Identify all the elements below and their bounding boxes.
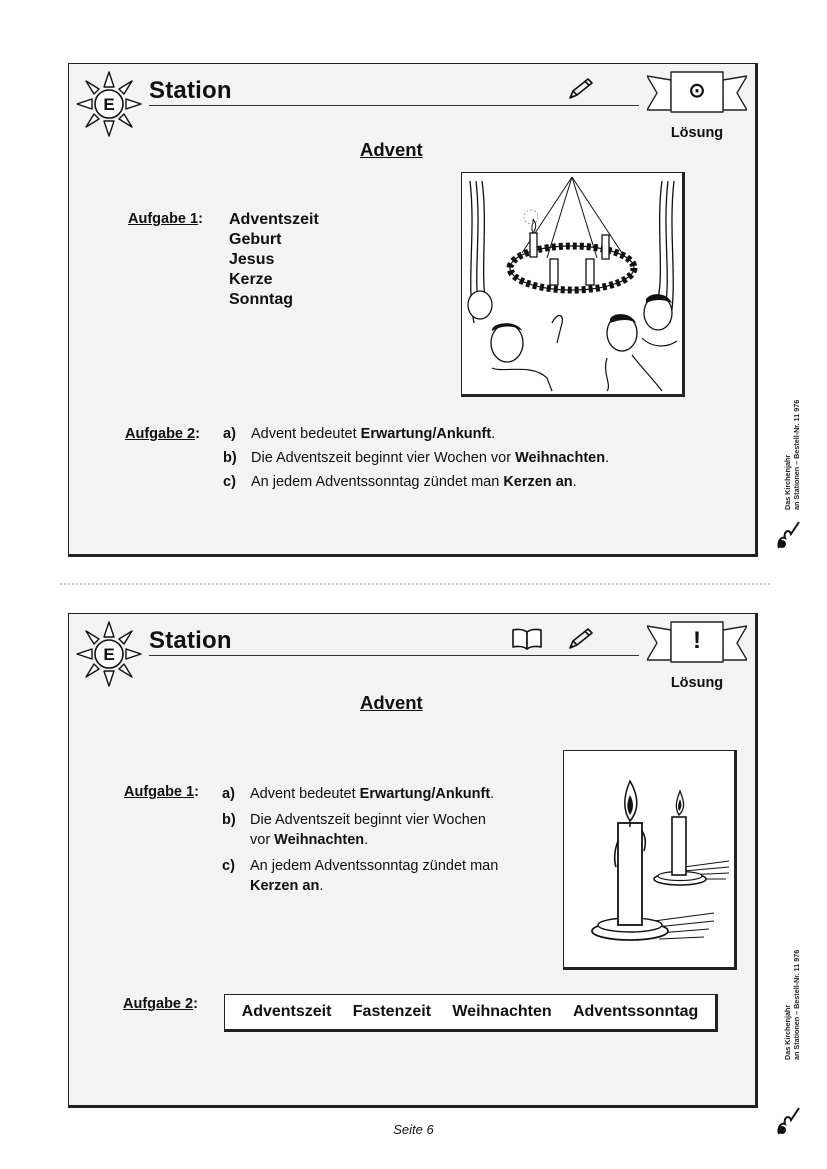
card-heading: Advent [360,139,423,160]
publisher-logo-icon [775,518,801,552]
list-item: Geburt [229,231,282,248]
station-title: Station [149,627,232,654]
side-publisher-note: Das Kirchenjahr an Stationen – Bestell-Nr. 11 976 [783,399,801,510]
title-rule [149,655,639,656]
answer-item-c: c) An jedem Adventssonntag zündet man Kerzen an. [223,474,577,490]
solution-label: Lösung [670,125,724,141]
aufgabe-2-label: Aufgabe 2: [123,996,198,1012]
pencil-icon [566,76,594,102]
list-item: Jesus [229,251,275,268]
list-item: Kerze [229,271,273,288]
candles-illustration [563,750,737,970]
word-item: Adventszeit [241,1003,332,1020]
solution-symbol: ⊙ [688,80,706,102]
card-heading: Advent [360,692,423,713]
title-rule [149,105,639,106]
list-item: Sonntag [229,291,293,308]
aufgabe-2-label: Aufgabe 2: [125,426,200,442]
aufgabe-1-word-list [229,210,319,310]
answer-item-a: a) Advent bedeutet Erwartung/Ankunft. [222,786,495,802]
solution-symbol: ! [693,627,701,654]
station-letter: E [103,645,115,664]
aufgabe-1-label: Aufgabe 1: [124,784,199,800]
answer-item-a: a) Advent bedeutet Erwartung/Ankunft. [223,426,496,442]
book-icon [511,626,543,652]
solution-label: Lösung [670,675,724,691]
pencil-icon [566,626,594,652]
word-box [224,994,718,1032]
answer-item-c: c) An jedem Adventssonntag zündet man Kerzen an. [222,858,499,894]
answer-item-b: b) Die Adventszeit beginnt vier Wochen vor Weihnachten. [223,450,610,466]
page-number: Seite 6 [393,1122,434,1137]
word-item: Weihnachten [452,1003,552,1020]
aufgabe-1-label: Aufgabe 1: [128,211,203,227]
station-letter: E [103,95,115,114]
word-item: Adventssonntag [572,1003,699,1020]
station-card-2 [68,613,758,1108]
aufgabe-2-answers [223,426,723,498]
aufgabe-1-answers [222,784,542,902]
advent-wreath-illustration [461,172,685,397]
cut-line [60,583,770,585]
station-card-1 [68,63,758,557]
word-item: Fastenzeit [352,1003,432,1020]
station-title: Station [149,77,232,104]
side-publisher-note: Das Kirchenjahr an Stationen – Bestell-Nr. 11 976 [783,949,801,1060]
answer-item-b: b) Die Adventszeit beginnt vier Wochen vor Weihnachten. [222,812,486,848]
list-item: Adventszeit [229,211,319,228]
